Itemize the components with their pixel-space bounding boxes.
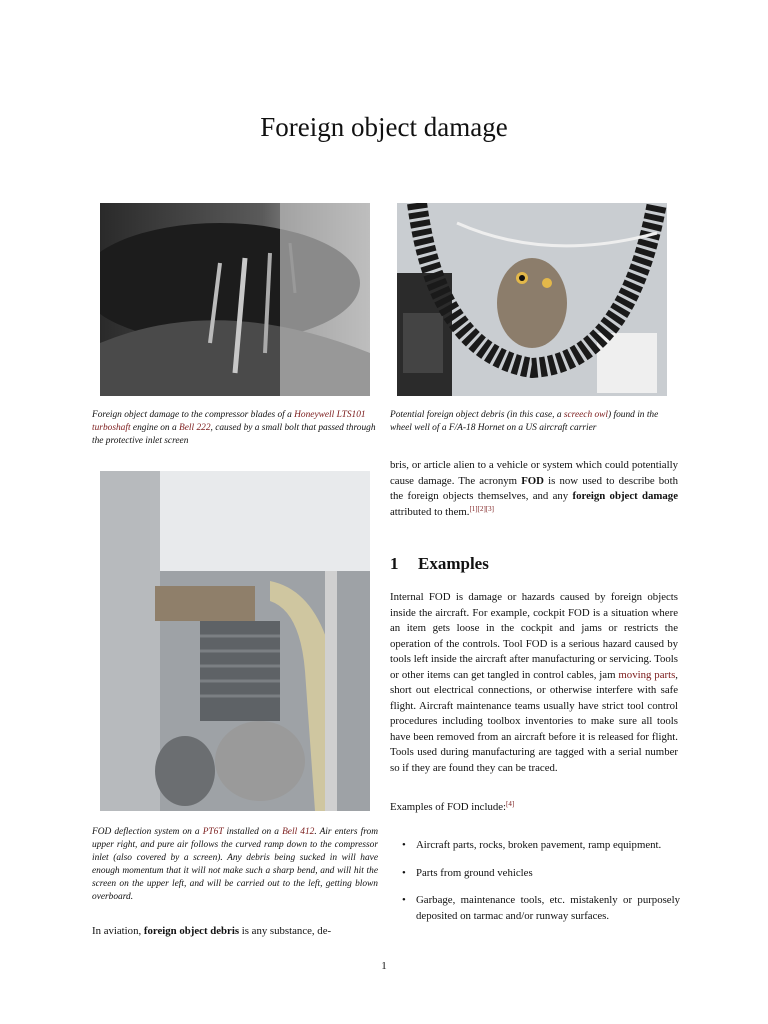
link-pt6t[interactable]: PT6T: [202, 827, 224, 837]
link-bell-222[interactable]: Bell 222: [179, 423, 211, 433]
list-item: • Aircraft parts, rocks, broken pavement, ramp equipment.: [402, 839, 662, 851]
reference-link[interactable]: [1][2][3]: [469, 504, 494, 513]
link-moving-parts[interactable]: moving parts: [618, 668, 676, 681]
list-item: • Parts from ground vehicles: [402, 866, 533, 879]
compressor-caption: Foreign object damage to the compressor blades of a Honeywell LTS101 turboshaft engine on a Bell 222, caused by a small bolt that passed through the protective inlet screen: [92, 410, 376, 446]
fod-examples-list: [390, 838, 680, 936]
link-bell-412[interactable]: Bell 412: [282, 827, 315, 837]
owl-image: [397, 203, 667, 396]
compressor-damage-image: [100, 203, 370, 396]
section-heading-examples: 1 Examples: [390, 554, 489, 573]
page-number: 1: [381, 960, 387, 972]
examples-paragraph: Internal FOD is damage or hazards caused by foreign objects inside the aircraft. For example, cockpit FOD is a situation where an item gets loose in the cockpit and jams or restricts the operation of the controls. Tool FOD is a serious hazard caused by tools left inside the aircraft after manufacturing or servicing. Tools or other items can get tangled in control cables, jam moving parts, short out electrical connections, or otherwise interfere with safe flight. Aircraft maintenance teams usually have strict tool control procedures including toolbox inventories to make sure all tools have been removed from an aircraft before it is released for flight. Tools used during manufacturing are tagged with a serial number so if they are found they can be traced.: [390, 591, 678, 774]
list-item: • Garbage, maintenance tools, etc. mistakenly or purposely deposited on tarmac and/or runway surfaces.: [402, 894, 680, 922]
link-screech-owl[interactable]: screech owl: [563, 410, 609, 420]
intro-left-text: In aviation, foreign object debris is any substance, de-: [92, 925, 332, 937]
reference-link[interactable]: [4]: [506, 800, 515, 808]
fod-deflection-image: [100, 471, 370, 811]
link-honeywell[interactable]: Honeywell LTS101 turboshaft: [92, 410, 366, 433]
page-title: Foreign object damage: [260, 112, 508, 142]
intro-right-text: bris, or article alien to a vehicle or system which could potentially cause damage. The acronym FOD is now used to describe both the foreign objects themselves, and any foreign object damage attributed to them.[1][2][3]: [390, 459, 678, 518]
deflection-caption: FOD deflection system on a PT6T installed on a Bell 412. Air enters from upper right, and pure air follows the curved ramp down to the compressor inlet (also covered by a screen). Any debris being sucked in will have enough momentum that it will not make such a sharp bend, and will hit the screen on the upper left, and will be carried out to the left, getting blown overboard.: [92, 827, 378, 902]
examples-intro: Examples of FOD include:[4]: [390, 800, 515, 813]
owl-caption: Potential foreign object debris (in this case, a screech owl) found in the wheel well of a F/A-18 Hornet on a US aircraft carrier: [390, 410, 659, 433]
